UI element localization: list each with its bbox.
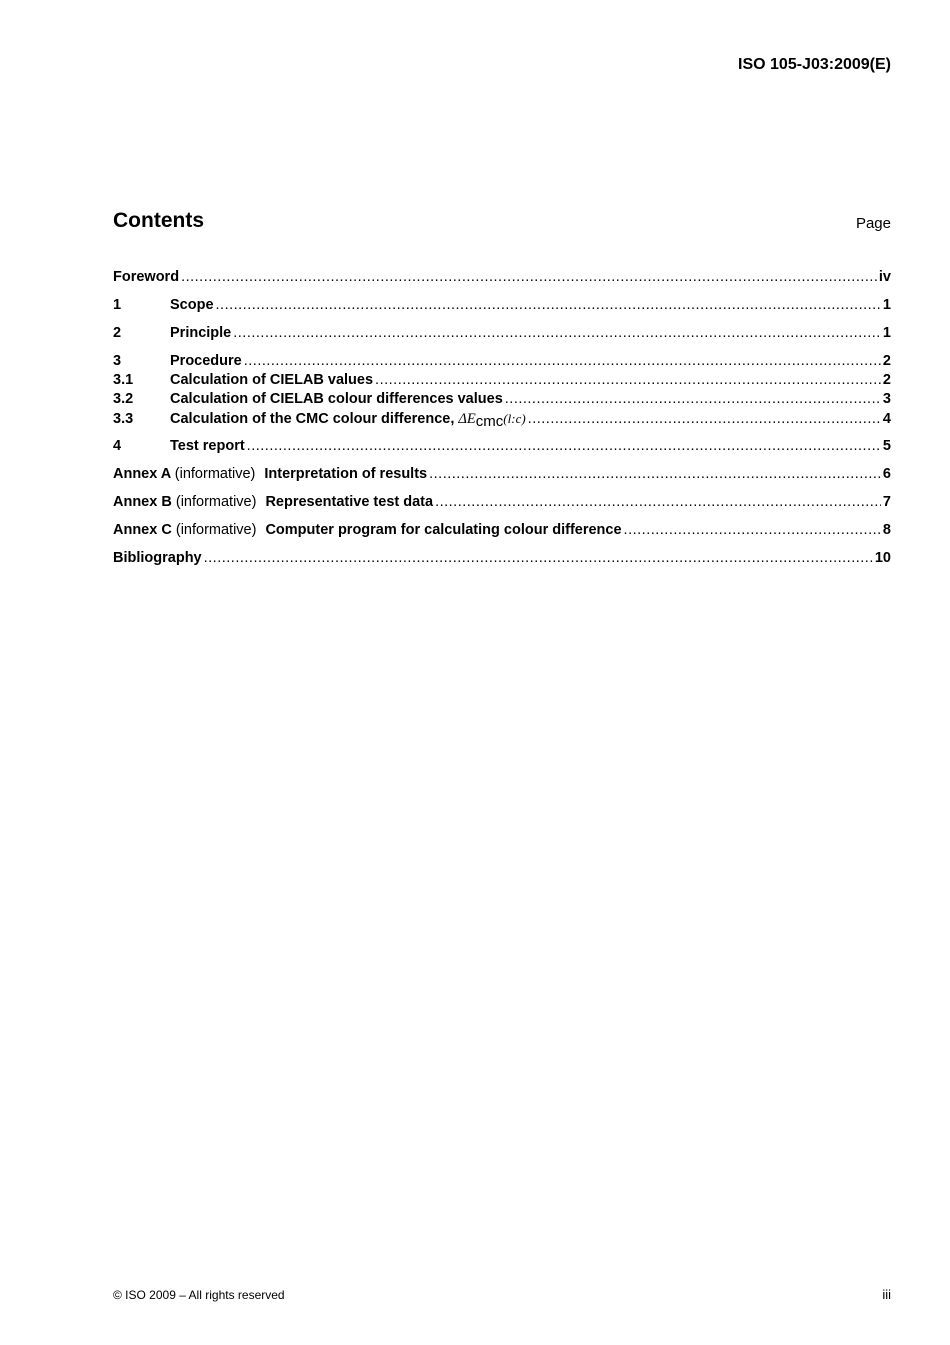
delta-e-symbol: ΔE xyxy=(458,411,476,427)
dot-leader xyxy=(375,371,881,390)
toc-entry-page: 3 xyxy=(882,391,891,407)
annex-label: Annex A xyxy=(113,466,171,482)
toc-entry-annex-b[interactable] xyxy=(113,493,891,512)
toc-entry-number: 1 xyxy=(113,297,122,313)
dot-leader xyxy=(181,268,877,287)
toc-entry-title: Calculation of the CMC colour difference, xyxy=(170,411,459,427)
toc-entry-page: 1 xyxy=(882,325,891,341)
annex-informative-label: (informative) xyxy=(174,466,256,482)
dot-leader xyxy=(429,465,881,484)
table-of-contents xyxy=(113,268,891,568)
dot-leader xyxy=(505,390,881,409)
page-column-label: Page xyxy=(855,215,891,232)
toc-entry-page: 7 xyxy=(882,494,891,510)
toc-entry-title: Computer program for calculating colour difference xyxy=(265,522,622,538)
annex-label: Annex C xyxy=(113,522,172,538)
contents-heading: Contents xyxy=(113,209,204,232)
toc-entry-foreword[interactable] xyxy=(113,268,891,287)
toc-entry-cielab-values[interactable] xyxy=(113,371,891,390)
toc-entry-page: 8 xyxy=(882,522,891,538)
toc-entry-number: 4 xyxy=(113,438,122,454)
toc-entry-annex-c[interactable] xyxy=(113,521,891,540)
toc-entry-title-group xyxy=(113,465,427,484)
toc-entry-title: Principle xyxy=(170,325,232,341)
toc-entry-title: Interpretation of results xyxy=(264,466,428,482)
toc-entry-page: 2 xyxy=(882,353,891,369)
toc-entry-title: Representative test data xyxy=(265,494,434,510)
dot-leader xyxy=(244,352,881,371)
footer-page-number: iii xyxy=(882,1287,891,1302)
toc-entry-number: 3 xyxy=(113,353,122,369)
toc-entry-test-report[interactable] xyxy=(113,437,891,456)
toc-entry-title: Procedure xyxy=(170,353,242,369)
toc-entry-cielab-differences[interactable] xyxy=(113,390,891,409)
toc-entry-title: Bibliography xyxy=(113,550,202,566)
toc-entry-title: Calculation of CIELAB values xyxy=(170,372,374,388)
annex-label: Annex B xyxy=(113,494,172,510)
toc-entry-title-group xyxy=(113,521,622,540)
toc-entry-procedure[interactable] xyxy=(113,352,891,371)
toc-entry-page: 10 xyxy=(874,550,891,566)
annex-informative-label: (informative) xyxy=(175,522,257,538)
dot-leader xyxy=(247,437,881,456)
toc-entry-annex-a[interactable] xyxy=(113,465,891,484)
toc-entry-title: Scope xyxy=(170,297,214,313)
toc-entry-title-group xyxy=(113,493,433,512)
toc-entry-number: 2 xyxy=(113,325,122,341)
toc-entry-title: Test report xyxy=(170,438,245,454)
document-id: ISO 105-J03:2009(E) xyxy=(738,56,891,73)
toc-entry-number: 3.2 xyxy=(113,391,134,407)
annex-informative-label: (informative) xyxy=(175,494,257,510)
dot-leader xyxy=(204,549,873,568)
cmc-subscript: cmc xyxy=(475,413,504,428)
toc-entry-title-group xyxy=(170,409,526,428)
lc-argument: (l:c) xyxy=(503,411,526,426)
toc-entry-page: 4 xyxy=(882,411,891,427)
toc-entry-page: 5 xyxy=(882,438,891,454)
toc-entry-page: 2 xyxy=(882,372,891,388)
toc-entry-bibliography[interactable] xyxy=(113,549,891,568)
toc-entry-page: 6 xyxy=(882,466,891,482)
toc-entry-title: Calculation of CIELAB colour differences values xyxy=(170,391,503,407)
dot-leader xyxy=(216,296,881,315)
toc-entry-number: 3.3 xyxy=(113,411,134,427)
toc-entry-page: iv xyxy=(878,269,891,285)
dot-leader xyxy=(624,521,881,540)
toc-entry-number: 3.1 xyxy=(113,372,134,388)
toc-entry-principle[interactable] xyxy=(113,324,891,343)
footer-copyright: © ISO 2009 – All rights reserved xyxy=(113,1288,285,1302)
toc-entry-cmc-difference[interactable] xyxy=(113,409,891,428)
toc-entry-page: 1 xyxy=(882,297,891,313)
dot-leader xyxy=(435,493,881,512)
dot-leader xyxy=(528,410,881,428)
toc-entry-title: Foreword xyxy=(113,269,180,285)
dot-leader xyxy=(233,324,881,343)
toc-entry-scope[interactable] xyxy=(113,296,891,315)
